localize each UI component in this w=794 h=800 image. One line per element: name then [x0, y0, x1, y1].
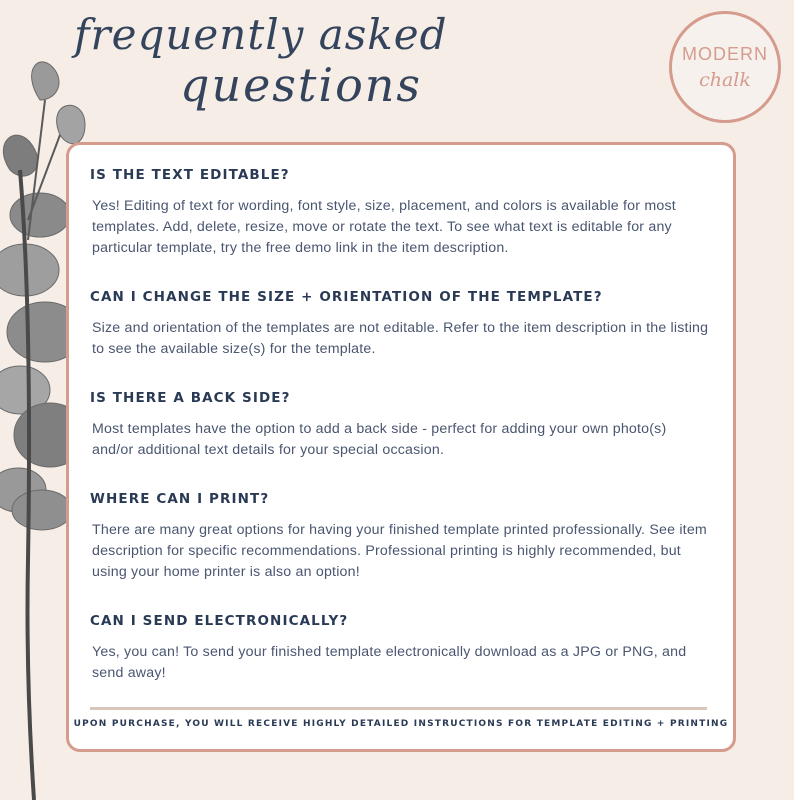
logo-line-2: chalk — [699, 69, 751, 91]
faq-card — [66, 142, 736, 752]
title-line-1: frequently asked — [74, 10, 448, 59]
logo-line-1: MODERN — [682, 44, 768, 64]
faq-item — [90, 390, 710, 461]
faq-answer: Size and orientation of the templates are not editable. Refer to the item description in the listing to see the available size(s) for the template. — [92, 320, 709, 357]
faq-question: IS THERE A BACK SIDE? — [90, 390, 291, 406]
faq-answer: Yes, you can! To send your finished template electronically download as a JPG or PNG, and send away! — [92, 644, 687, 681]
brand-logo — [669, 11, 781, 123]
page-title — [60, 10, 480, 112]
faq-question: CAN I SEND ELECTRONICALLY? — [90, 613, 349, 629]
faq-item — [90, 289, 710, 360]
faq-item — [90, 491, 710, 583]
faq-question: CAN I CHANGE THE SIZE + ORIENTATION OF THE TEMPLATE? — [90, 289, 603, 305]
footer-divider — [90, 707, 707, 710]
faq-answer: Most templates have the option to add a back side - perfect for adding your own photo(s) and/or additional text details for your special occasion. — [92, 421, 667, 458]
faq-item — [90, 167, 710, 259]
faq-question: IS THE TEXT EDITABLE? — [90, 167, 290, 183]
title-line-2: questions — [180, 58, 423, 112]
faq-list — [90, 167, 710, 714]
faq-answer: There are many great options for having your finished template printed professionally. See item description for specific recommendations. Professional printing is highly recommended, but using your home printer is also an option! — [92, 522, 707, 580]
faq-answer: Yes! Editing of text for wording, font style, size, placement, and colors is available for most templates. Add, delete, resize, move or rotate the text. To see what text is editable for any particular template, try the free demo link in the item description. — [92, 198, 676, 256]
footer-note: UPON PURCHASE, YOU WILL RECEIVE HIGHLY DETAILED INSTRUCTIONS FOR TEMPLATE EDITING + PRINTING — [73, 719, 729, 729]
faq-item — [90, 613, 710, 684]
faq-question: WHERE CAN I PRINT? — [90, 491, 270, 507]
